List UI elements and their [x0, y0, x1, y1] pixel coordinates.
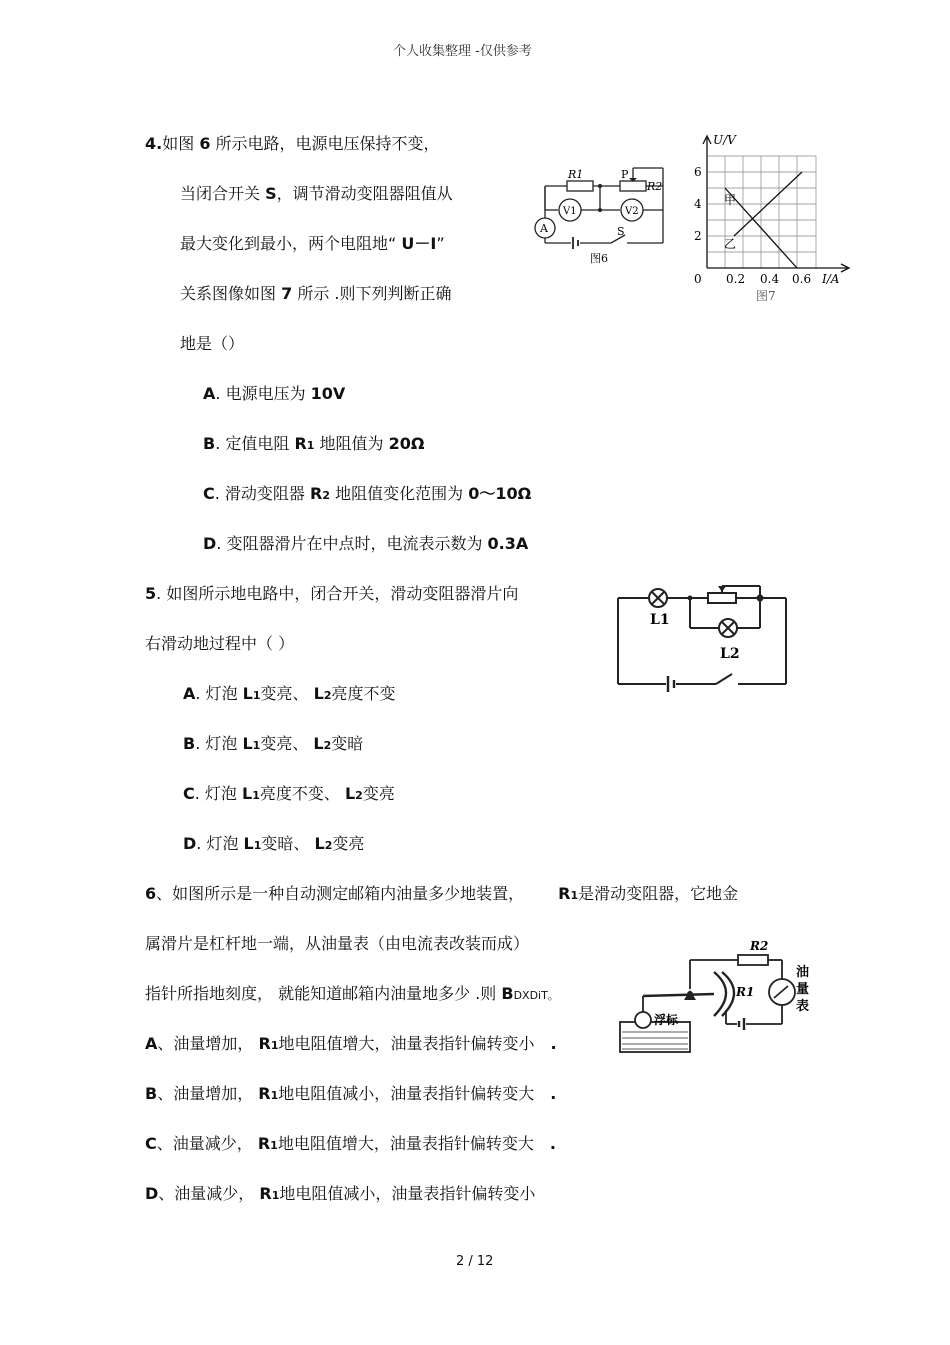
- y-axis-label: U/V: [713, 133, 736, 147]
- figure-6-circuit: [525, 160, 675, 290]
- q5-number: 5: [145, 584, 157, 603]
- page-header: 个人收集整理 -仅供参考: [393, 44, 532, 59]
- q6-option-a: A、油量增加， R1地电阻值增大，油量表指针偏转变小 .: [145, 1034, 557, 1053]
- q4-line2: 当闭合开关 S，调节滑动变阻器阻值从: [180, 184, 453, 203]
- resistor-r2-icon: [738, 955, 768, 965]
- q5-figure-circuit: [612, 582, 792, 702]
- q5-line1: 5. 如图所示地电路中，闭合开关，滑动变阻器滑片向: [145, 584, 519, 603]
- q6-option-b: B、油量增加， R1地电阻值减小，油量表指针偏转变大 .: [145, 1084, 557, 1103]
- label-s: S: [617, 225, 625, 238]
- rheostat-icon: [708, 593, 736, 603]
- q6-number: 6: [145, 884, 157, 903]
- label-r1: R1: [568, 168, 584, 181]
- q5-option-c: C. 灯泡 L1亮度不变、 L2变亮: [183, 784, 395, 803]
- page-number: 2 / 12: [456, 1254, 494, 1269]
- label-a: A: [540, 222, 548, 235]
- label-float: 浮标: [654, 1013, 679, 1027]
- q4-option-a: A. 电源电压为 10V: [203, 384, 346, 403]
- q6-line1: 6、如图所示是一种自动测定邮箱内油量多少地装置， R1是滑动变阻器，它地金: [145, 884, 739, 903]
- label-yi: 乙: [724, 237, 737, 251]
- q5-switch: [716, 674, 732, 684]
- label-jia: 甲: [724, 193, 737, 207]
- q4-line1: 4.如图 6 所示电路，电源电压保持不变，: [145, 134, 440, 153]
- label-l1: L1: [650, 612, 670, 628]
- ytick-2: 2: [694, 229, 702, 243]
- label-meter-1: 油: [796, 965, 810, 980]
- ytick-6: 6: [694, 165, 702, 179]
- q6-option-c: C、油量减少， R1地电阻值增大，油量表指针偏转变大 .: [145, 1134, 556, 1153]
- q5-line2: 右滑动地过程中（ ）: [145, 634, 295, 653]
- xtick-0.4: 0.4: [760, 272, 780, 286]
- label-v1: V1: [563, 206, 577, 217]
- x-axis-label: I/A: [822, 272, 840, 286]
- q5-option-b: B. 灯泡 L1变亮、 L2变暗: [183, 734, 364, 753]
- q4-line5: 地是（）: [180, 334, 245, 353]
- label-meter-3: 表: [796, 999, 810, 1014]
- q6-option-d: D、油量减少， R1地电阻值减小，油量表指针偏转变小: [145, 1184, 536, 1203]
- q6-figure-oil-gauge: [618, 934, 818, 1059]
- q6-line2: 属滑片是杠杆地一端，从油量表（由电流表改装而成）: [145, 934, 530, 953]
- xtick-0.2: 0.2: [726, 272, 746, 286]
- resistor-r1: [567, 181, 593, 191]
- q6-line3: 指针所指地刻度， 就能知道邮箱内油量地多少 .则 BDXDiT。: [145, 984, 559, 1003]
- origin-label: 0: [694, 272, 702, 286]
- rheostat-r1-arc: [714, 972, 726, 1016]
- label-p: P: [621, 168, 629, 181]
- label-r2: R2: [647, 180, 663, 193]
- figure-7-graph: [688, 130, 858, 320]
- ytick-4: 4: [694, 197, 702, 211]
- q4-option-d: D. 变阻器滑片在中点时，电流表示数为 0.3A: [203, 534, 529, 553]
- label-r1: R1: [736, 985, 755, 999]
- q4-option-c: C. 滑动变阻器 R2 地阻值变化范围为 0～10Ω: [203, 484, 532, 503]
- q5-option-d: D. 灯泡 L1变暗、 L2变亮: [183, 834, 365, 853]
- lever-arm: [643, 994, 714, 996]
- figure-7-caption: 图7: [756, 289, 776, 303]
- label-r2: R2: [750, 939, 769, 953]
- label-l2: L2: [720, 646, 740, 662]
- q4-line3: 最大变化到最小，两个电阻地“ U－I”: [180, 234, 445, 253]
- float-icon: [635, 1012, 651, 1028]
- resistor-r2: [620, 181, 646, 191]
- q5-option-a: A. 灯泡 L1变亮、 L2亮度不变: [183, 684, 396, 703]
- figure-6-caption: 图6: [590, 252, 608, 265]
- label-v2: V2: [625, 206, 639, 217]
- label-meter-2: 量: [796, 982, 810, 997]
- q4-line4: 关系图像如图 7 所示 .则下列判断正确: [180, 284, 452, 303]
- q4-option-b: B. 定值电阻 R1 地阻值为 20Ω: [203, 434, 425, 453]
- q4-number: 4.: [145, 134, 163, 153]
- xtick-0.6: 0.6: [792, 272, 812, 286]
